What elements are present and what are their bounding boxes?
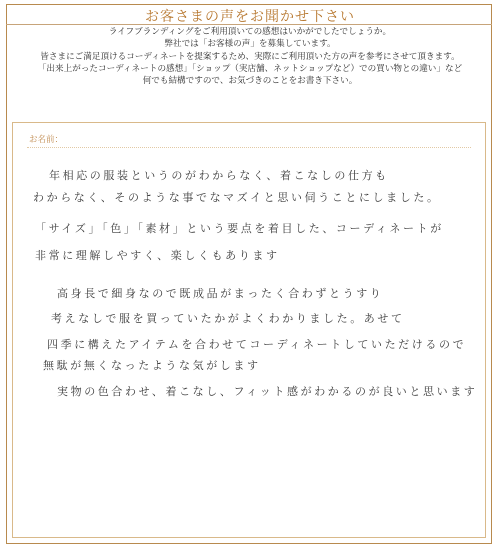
name-field-rule xyxy=(27,147,471,148)
handwritten-line: 無駄が無くなったような気がします xyxy=(43,359,261,372)
handwritten-line: 四季に構えたアイテムを合わせてコーディネートしていただけるので xyxy=(47,338,467,351)
handwritten-line: 考えなしで服を買っていたかがよくわかりました。あせて xyxy=(51,312,405,325)
intro-line: 「出来上がったコーディネートの感想」「ショップ（実店舗、ネットショップなど）での買い物との違い」など xyxy=(37,63,463,74)
handwritten-line: 年相応の服装というのがわからなく、着こなしの仕方も xyxy=(49,169,389,182)
intro-line: 何でも結構ですので、お気づきのことをお書き下さい。 xyxy=(142,76,358,87)
name-label: お名前： xyxy=(29,135,64,145)
page-title: お客さまの声をお聞かせ下さい xyxy=(145,9,355,25)
intro-line: ライフブランディングをご利用頂いての感想はいかがでしたでしょうか。 xyxy=(108,27,392,37)
handwritten-line: 実物の色合わせ、着こなし、フィット感がわかるのが良いと思います xyxy=(57,385,478,398)
handwritten-line: わからなく、そのような事でなマズイと思い伺うことにしました。 xyxy=(33,191,441,204)
title-divider xyxy=(6,24,492,25)
intro-line: 皆さまにご満足頂けるコーディネートを提案するため、実際にご利用頂いた方の声を参考にさせて頂きます。 xyxy=(40,51,460,62)
handwritten-line: 「サイズ」「色」「素材」という要点を着目した、コーディネートが xyxy=(35,222,444,235)
handwritten-line: 非常に理解しやすく、楽しくもあります xyxy=(35,249,280,262)
feedback-card xyxy=(12,122,486,538)
intro-text xyxy=(0,26,500,87)
intro-line: 弊社では「お客様の声」を募集しています。 xyxy=(164,39,336,50)
handwritten-line: 高身長で細身なので既成品がまったく合わずとうすり xyxy=(57,287,384,300)
